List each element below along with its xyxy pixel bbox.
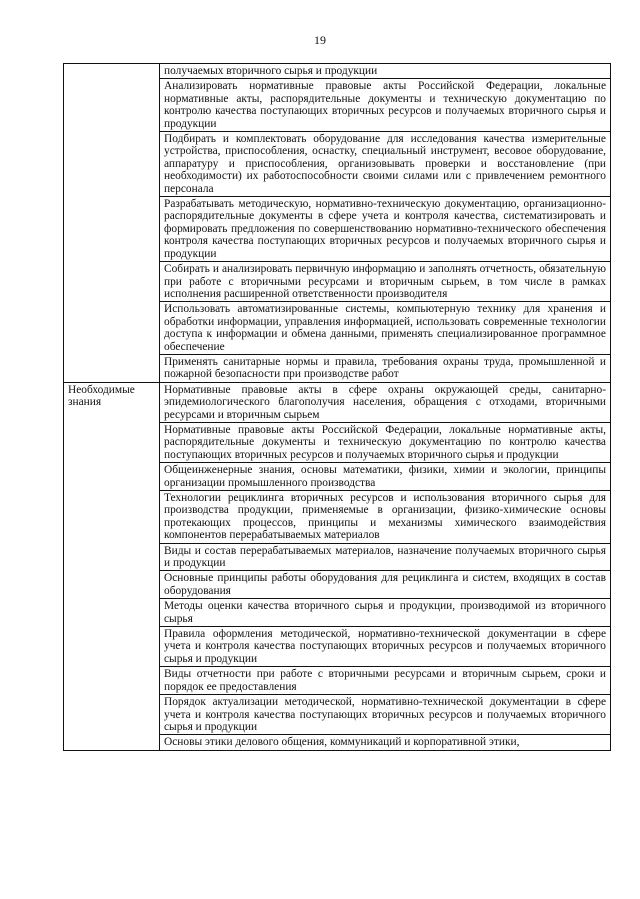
table-cell: Применять санитарные нормы и правила, требования охраны труда, промышленной и пожарной безопасности при производстве работ <box>160 354 611 382</box>
table-cell: Общеинженерные знания, основы математики, физики, химии и экологии, принципы организации промышленного производства <box>160 463 611 491</box>
table-cell: Использовать автоматизированные системы, компьютерную технику для хранения и обработки информации, управления информацией, использовать современные технологии доступа к информации и обмена данными, применять специализированное программное обеспечение <box>160 302 611 355</box>
table-cell: Правила оформления методической, нормативно-технической документации в сфере учета и контроля качества поступающих вторичных ресурсов и получаемых вторичного сырья и продукции <box>160 627 611 667</box>
table-cell: Технологии рециклинга вторичных ресурсов и использования вторичного сырья для производства продукции, применяемые в организации, физико-химические основы протекающих процессов, принципы и механизмы химического взаимодействия компонентов перерабатываемых материалов <box>160 491 611 544</box>
table-cell: Анализировать нормативные правовые акты Российской Федерации, локальные нормативные акты, распорядительные документы и техническую документацию по контролю качества поступающих вторичных ресурсов и получаемых вторичного сырья и продукции <box>160 79 611 132</box>
table-row <box>64 64 611 79</box>
page-number: 19 <box>314 33 326 47</box>
table-cell: Основы этики делового общения, коммуникаций и корпоративной этики, <box>160 735 611 750</box>
row-label-knowledge: Необходимые знания <box>64 382 160 750</box>
table-cell: Собирать и анализировать первичную информацию и заполнять отчетность, обязательную при работе с вторичными ресурсами и вторичным сырьем, в том числе в рамках исполнения расширенной ответственности производителя <box>160 262 611 302</box>
table-cell: Порядок актуализации методической, нормативно-технической документации в сфере учета и контроля качества поступающих вторичных ресурсов и получаемых вторичного сырья и продукции <box>160 695 611 735</box>
table-cell: Нормативные правовые акты Российской Федерации, локальные нормативные акты, распорядительные документы и техническую документацию по контролю качества поступающих вторичных ресурсов и получаемых вторичного сырья и продукции <box>160 422 611 462</box>
table-cell: Разрабатывать методическую, нормативно-техническую документацию, организационно-распорядительные документы в сфере учета и контроля качества, систематизировать и формировать предложения по совершенствованию нормативно-технического обеспечения контроля качества поступающих вторичных ресурсов и получаемых вторичного сырья и продукции <box>160 197 611 262</box>
table-cell: получаемых вторичного сырья и продукции <box>160 64 611 79</box>
table-cell: Подбирать и комплектовать оборудование для исследования качества измерительные устройства, приспособления, оснастку, специальный инструмент, весовое оборудование, аппаратуру и приспособления, организовывать проверки и восстановление (при необходимости) их работоспособности своими силами или с привлечением ремонтного персонала <box>160 132 611 197</box>
table-cell: Виды отчетности при работе с вторичными ресурсами и вторичным сырьем, сроки и порядок ее предоставления <box>160 667 611 695</box>
table-cell: Методы оценки качества вторичного сырья и продукции, производимой из вторичного сырья <box>160 599 611 627</box>
table-cell: Основные принципы работы оборудования для рециклинга и систем, входящих в состав оборудования <box>160 571 611 599</box>
table-row <box>64 382 611 422</box>
table-cell: Нормативные правовые акты в сфере охраны окружающей среды, санитарно-эпидемиологического благополучия населения, обращения с отходами, вторичными ресурсами и вторичным сырьем <box>160 382 611 422</box>
row-label-skills <box>64 64 160 383</box>
qualification-table <box>63 63 611 751</box>
table-cell: Виды и состав перерабатываемых материалов, назначение получаемых вторичного сырья и продукции <box>160 543 611 571</box>
